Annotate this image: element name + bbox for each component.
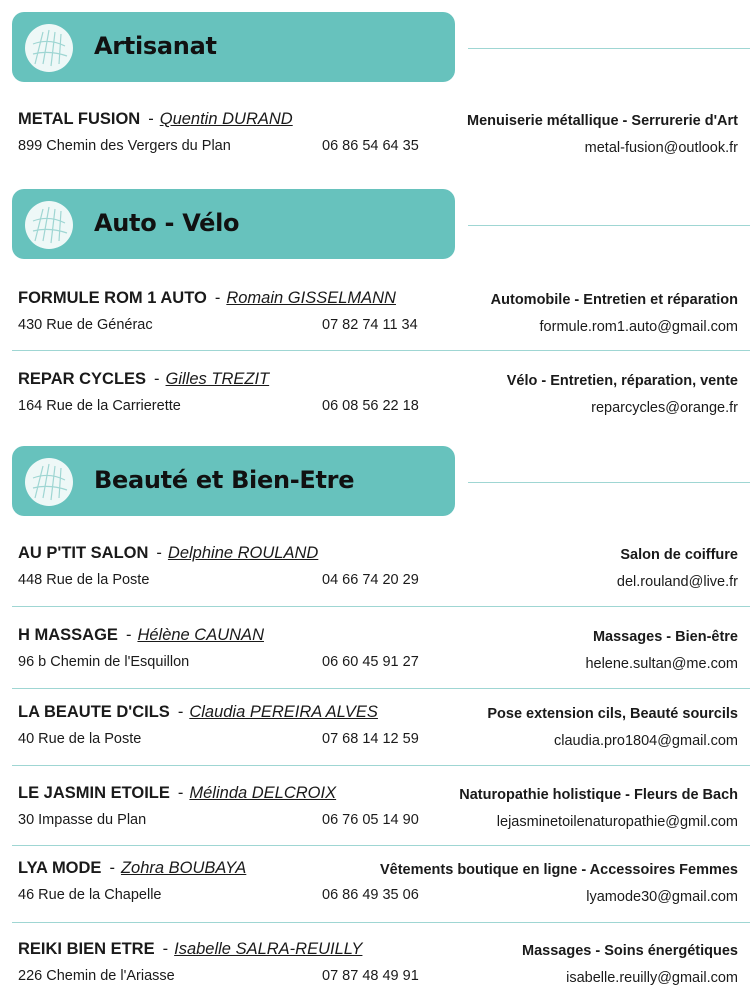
email: claudia.pro1804@gmail.com [554,733,738,749]
contact-person: Hélène CAUNAN [137,626,264,644]
business-name-row [18,940,362,959]
business-name-row [18,544,318,563]
business-name: METAL FUSION [18,110,141,128]
activity: Naturopathie holistique - Fleurs de Bach [459,787,738,803]
activity: Pose extension cils, Beauté sourcils [487,706,738,722]
phone-number: 06 86 54 64 35 [322,138,419,154]
contact-person: Romain GISSELMANN [226,289,396,307]
separator-dash: - [214,289,221,307]
email: metal-fusion@outlook.fr [584,140,738,156]
address: 226 Chemin de l'Ariasse [18,968,175,984]
phone-number: 06 08 56 22 18 [322,398,419,414]
business-name: LYA MODE [18,859,102,877]
phone-number: 04 66 74 20 29 [322,572,419,588]
section-title: Artisanat [94,32,217,60]
section-header-auto-velo [12,189,455,259]
entry-divider [12,845,750,846]
address: 164 Rue de la Carrierette [18,398,181,414]
business-name-row [18,289,396,308]
address: 46 Rue de la Chapelle [18,887,162,903]
section-header-line [468,225,750,226]
phone-number: 07 87 48 49 91 [322,968,419,984]
address: 430 Rue de Générac [18,317,153,333]
phone-number: 07 68 14 12 59 [322,731,419,747]
business-name-row [18,370,269,389]
separator-dash: - [177,703,184,721]
contact-person: Isabelle SALRA-REUILLY [174,940,363,958]
section-title: Auto - Vélo [94,209,240,237]
email: del.rouland@live.fr [616,574,738,590]
section-header-line [468,482,750,483]
contact-person: Claudia PEREIRA ALVES [189,703,378,721]
listing-entry [0,626,753,686]
entry-divider [12,922,750,923]
email: formule.rom1.auto@gmail.com [539,319,738,335]
decorative-circle-icon [25,24,73,72]
address: 899 Chemin des Vergers du Plan [18,138,231,154]
separator-dash: - [148,110,154,128]
email: lyamode30@gmail.com [586,889,738,905]
listing-entry [0,859,753,919]
separator-dash: - [156,544,162,562]
contact-person: Zohra BOUBAYA [120,859,247,877]
address: 96 b Chemin de l'Esquillon [18,654,190,670]
separator-dash: - [177,784,184,802]
separator-dash: - [125,626,132,644]
entry-divider [12,606,750,607]
listing-entry [0,289,753,349]
business-name-row [18,703,378,722]
activity: Vélo - Entretien, réparation, vente [506,373,738,389]
section-header-artisanat [12,12,455,82]
activity: Vêtements boutique en ligne - Accessoires Femmes [379,862,738,878]
business-name: AU P'TIT SALON [18,544,149,562]
address: 448 Rue de la Poste [18,572,150,588]
phone-number: 06 60 45 91 27 [322,654,419,670]
section-header-beaute [12,446,455,516]
address: 40 Rue de la Poste [18,731,142,747]
contact-person: Gilles TREZIT [165,370,270,388]
contact-person: Mélinda DELCROIX [189,784,337,802]
business-name-row [18,626,264,645]
business-name-row [18,859,246,878]
address: 30 Impasse du Plan [18,812,147,828]
listing-entry [0,940,753,1000]
section-title: Beauté et Bien-Etre [94,466,355,494]
separator-dash: - [109,859,115,877]
listing-entry [0,544,753,604]
contact-person: Quentin DURAND [159,110,293,128]
separator-dash: - [162,940,169,958]
decorative-circle-icon [25,201,73,249]
entry-divider [12,765,750,766]
activity: Automobile - Entretien et réparation [490,292,738,308]
email: helene.sultan@me.com [585,656,738,672]
business-name-row [18,784,336,803]
listing-entry [0,784,753,844]
business-name: H MASSAGE [18,626,118,644]
entry-divider [12,688,750,689]
business-name: REIKI BIEN ETRE [18,940,155,958]
activity: Massages - Soins énergétiques [522,943,738,959]
listing-entry [0,110,753,170]
listing-entry [0,703,753,763]
contact-person: Delphine ROULAND [167,544,319,562]
email: lejasminetoilenaturopathie@gmil.com [496,814,738,830]
phone-number: 06 76 05 14 90 [322,812,419,828]
activity: Menuiserie métallique - Serrurerie d'Art [467,113,738,129]
business-name: FORMULE ROM 1 AUTO [18,289,207,307]
business-name-row [18,110,293,129]
email: isabelle.reuilly@gmail.com [566,970,738,986]
phone-number: 06 86 49 35 06 [322,887,419,903]
section-header-line [468,48,750,49]
business-name: REPAR CYCLES [18,370,147,388]
phone-number: 07 82 74 11 34 [322,317,418,333]
listing-entry [0,370,753,430]
separator-dash: - [154,370,160,388]
activity: Salon de coiffure [620,547,738,563]
decorative-circle-icon [25,458,73,506]
email: reparcycles@orange.fr [591,400,738,416]
business-name: LE JASMIN ETOILE [18,784,170,802]
entry-divider [12,350,750,351]
business-name: LA BEAUTE D'CILS [18,703,170,721]
activity: Massages - Bien-être [592,629,738,645]
